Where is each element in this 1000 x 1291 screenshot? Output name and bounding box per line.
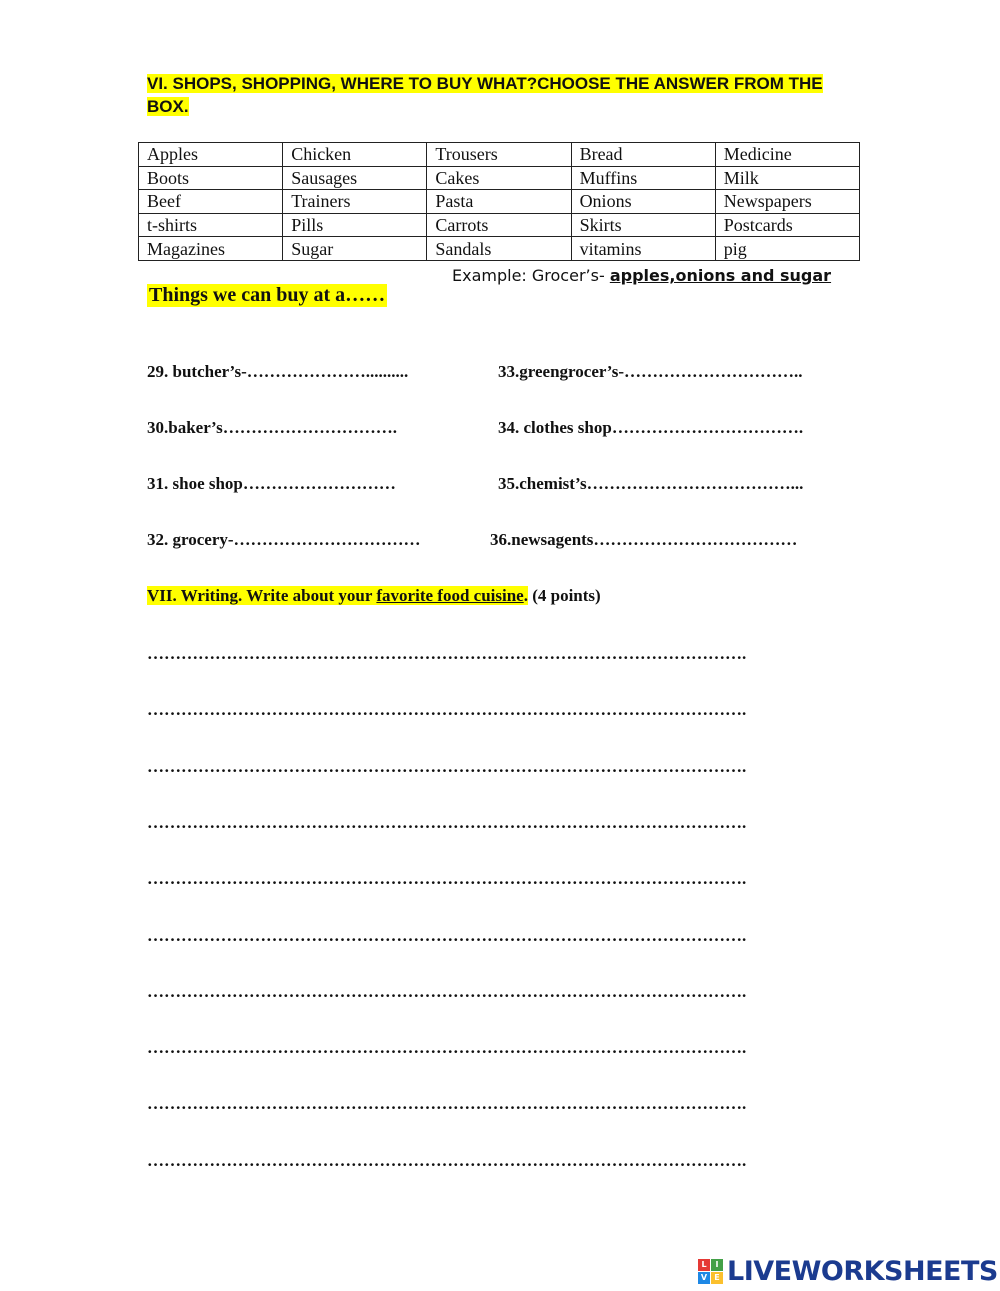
- word-box-cell: pig: [715, 237, 859, 261]
- question-30[interactable]: 30.baker’s………………………….: [147, 418, 397, 437]
- writing-line[interactable]: …………………………………………………………………………………………….: [147, 869, 747, 889]
- word-box-cell: Milk: [715, 166, 859, 190]
- writing-line[interactable]: …………………………………………………………………………………………….: [147, 1150, 747, 1170]
- word-box-row: [139, 213, 860, 237]
- logo-icon-square: E: [711, 1272, 723, 1284]
- question-35[interactable]: 35.chemist’s………………………………...: [498, 474, 804, 493]
- logo-icon-square: I: [711, 1259, 723, 1271]
- logo-icon-square: V: [698, 1272, 710, 1284]
- example-prefix: Example: Grocer’s-: [452, 266, 610, 285]
- word-box-cell: Medicine: [715, 143, 859, 167]
- question-32[interactable]: 32. grocery-……………………………: [147, 530, 421, 549]
- liveworksheets-logo-text: LIVEWORKSHEETS: [727, 1255, 998, 1287]
- word-box-cell: Beef: [139, 190, 283, 214]
- things-heading: Things we can buy at a……: [149, 284, 386, 306]
- section-7-title-highlight: VII. Writing. Write about your favorite food cuisine.: [147, 586, 528, 605]
- writing-line[interactable]: …………………………………………………………………………………………….: [147, 925, 747, 945]
- writing-line[interactable]: …………………………………………………………………………………………….: [147, 700, 747, 720]
- writing-line[interactable]: …………………………………………………………………………………………….: [147, 1038, 747, 1058]
- liveworksheets-icon: [698, 1259, 723, 1284]
- question-36[interactable]: 36.newsagents………………………………: [490, 530, 798, 549]
- word-box-cell: Boots: [139, 166, 283, 190]
- word-box-cell: Chicken: [283, 143, 427, 167]
- word-box-cell: Bread: [571, 143, 715, 167]
- word-box-cell: Trainers: [283, 190, 427, 214]
- word-box-cell: Carrots: [427, 213, 571, 237]
- word-box-cell: Apples: [139, 143, 283, 167]
- question-31[interactable]: 31. shoe shop………………………: [147, 474, 396, 493]
- word-box-cell: Sausages: [283, 166, 427, 190]
- word-box-row: [139, 166, 860, 190]
- word-box-cell: Postcards: [715, 213, 859, 237]
- section-6-title-text: VI. SHOPS, SHOPPING, WHERE TO BUY WHAT?CHOOSE THE ANSWER FROM THE BOX.: [147, 74, 823, 116]
- word-box-row: [139, 190, 860, 214]
- word-box-cell: Pills: [283, 213, 427, 237]
- section-6-title: [147, 72, 847, 118]
- logo-icon-square: L: [698, 1259, 710, 1271]
- word-box-cell: Cakes: [427, 166, 571, 190]
- word-box-cell: Pasta: [427, 190, 571, 214]
- word-box-cell: Onions: [571, 190, 715, 214]
- writing-line[interactable]: …………………………………………………………………………………………….: [147, 981, 747, 1001]
- question-33[interactable]: 33.greengrocer’s-…………………………..: [498, 362, 803, 381]
- word-box-table: [138, 142, 860, 261]
- section-7-topic: favorite food cuisine: [376, 586, 524, 605]
- word-box-cell: Sandals: [427, 237, 571, 261]
- writing-line[interactable]: …………………………………………………………………………………………….: [147, 756, 747, 776]
- writing-line[interactable]: …………………………………………………………………………………………….: [147, 644, 747, 663]
- word-box-cell: Trousers: [427, 143, 571, 167]
- writing-line[interactable]: …………………………………………………………………………………………….: [147, 1094, 747, 1114]
- word-box-row: [139, 143, 860, 167]
- example-line: [452, 266, 831, 285]
- word-box-cell: Newspapers: [715, 190, 859, 214]
- section-7-title: [147, 586, 601, 606]
- liveworksheets-logo: [698, 1256, 998, 1286]
- writing-line[interactable]: …………………………………………………………………………………………….: [147, 812, 747, 832]
- word-box-cell: Magazines: [139, 237, 283, 261]
- word-box-row: [139, 237, 860, 261]
- question-29[interactable]: 29. butcher’s-…………………..........: [147, 362, 409, 381]
- word-box-cell: vitamins: [571, 237, 715, 261]
- word-box-cell: Muffins: [571, 166, 715, 190]
- word-box-cell: Skirts: [571, 213, 715, 237]
- section-7-points: (4 points): [527, 586, 601, 605]
- question-34[interactable]: 34. clothes shop…………………………….: [498, 418, 804, 437]
- example-answer: apples,onions and sugar: [609, 266, 832, 285]
- word-box-cell: Sugar: [283, 237, 427, 261]
- word-box-cell: t-shirts: [139, 213, 283, 237]
